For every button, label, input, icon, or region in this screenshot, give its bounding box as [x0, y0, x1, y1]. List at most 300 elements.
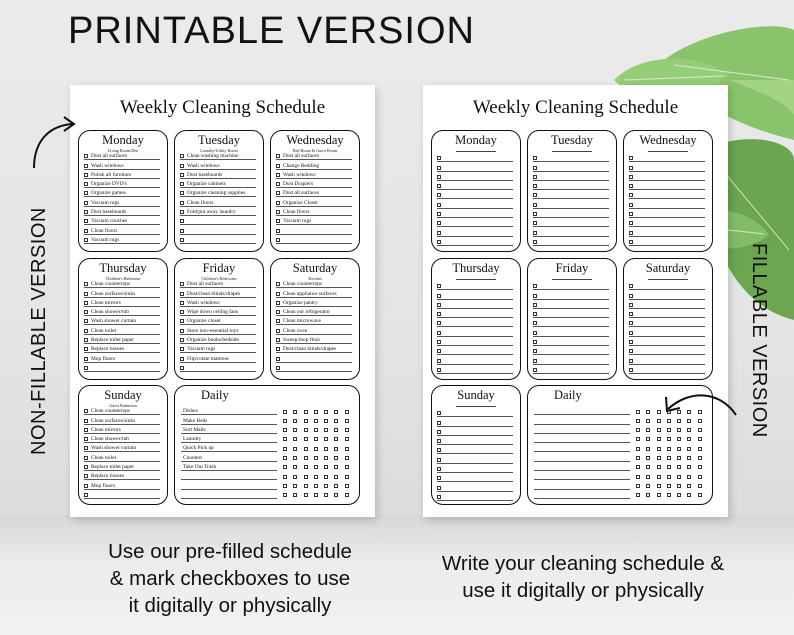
task-row[interactable]	[437, 473, 513, 482]
checkbox[interactable]	[276, 347, 280, 351]
daily-checkbox[interactable]	[677, 484, 681, 488]
checkbox[interactable]	[276, 164, 280, 168]
checkbox[interactable]	[84, 437, 88, 441]
daily-task-row[interactable]	[181, 415, 277, 424]
checkbox[interactable]	[84, 465, 88, 469]
daily-checkbox[interactable]	[304, 410, 308, 414]
task-row[interactable]	[84, 188, 160, 197]
daily-checkbox[interactable]	[667, 456, 671, 460]
daily-checkbox[interactable]	[657, 475, 661, 479]
task-row[interactable]	[84, 225, 160, 234]
task-row[interactable]	[180, 207, 256, 216]
task-row[interactable]	[437, 153, 513, 162]
daily-checkbox[interactable]	[293, 437, 297, 441]
task-row[interactable]	[276, 316, 352, 325]
task-row[interactable]	[276, 197, 352, 206]
task-row[interactable]	[180, 216, 256, 225]
daily-checkbox[interactable]	[314, 419, 318, 423]
checkbox[interactable]	[437, 430, 441, 434]
daily-task-row[interactable]	[181, 425, 277, 434]
daily-checkbox[interactable]	[636, 428, 640, 432]
checkbox[interactable]	[276, 229, 280, 233]
daily-checkbox[interactable]	[324, 428, 328, 432]
daily-checkbox[interactable]	[677, 493, 681, 497]
checkbox[interactable]	[533, 303, 537, 307]
daily-checkbox[interactable]	[324, 447, 328, 451]
checkbox[interactable]	[437, 411, 441, 415]
checkbox[interactable]	[437, 231, 441, 235]
checkbox[interactable]	[84, 319, 88, 323]
checkbox[interactable]	[84, 409, 88, 413]
checkbox[interactable]	[180, 219, 184, 223]
task-row[interactable]	[84, 415, 160, 424]
checkbox[interactable]	[533, 340, 537, 344]
task-row[interactable]	[84, 216, 160, 225]
checkbox[interactable]	[276, 219, 280, 223]
checkbox[interactable]	[629, 166, 633, 170]
checkbox[interactable]	[276, 191, 280, 195]
daily-checkbox[interactable]	[667, 484, 671, 488]
daily-checkbox[interactable]	[667, 493, 671, 497]
task-row[interactable]	[84, 197, 160, 206]
task-row[interactable]	[533, 290, 609, 299]
checkbox[interactable]	[533, 221, 537, 225]
task-row[interactable]	[84, 443, 160, 452]
task-row[interactable]	[180, 325, 256, 334]
checkbox[interactable]	[437, 212, 441, 216]
task-row[interactable]	[629, 153, 705, 162]
task-row[interactable]	[533, 209, 609, 218]
daily-task-row[interactable]	[181, 480, 277, 489]
daily-checkbox[interactable]	[314, 447, 318, 451]
task-row[interactable]	[533, 365, 609, 374]
task-row[interactable]	[84, 406, 160, 415]
checkbox[interactable]	[533, 166, 537, 170]
task-row[interactable]	[533, 318, 609, 327]
daily-checkbox[interactable]	[636, 410, 640, 414]
checkbox[interactable]	[437, 321, 441, 325]
daily-task-row[interactable]	[534, 443, 630, 452]
checkbox[interactable]	[533, 331, 537, 335]
checkbox[interactable]	[84, 366, 88, 370]
task-row[interactable]	[629, 227, 705, 236]
checkbox[interactable]	[276, 182, 280, 186]
task-row[interactable]	[629, 172, 705, 181]
checkbox[interactable]	[276, 282, 280, 286]
task-row[interactable]	[180, 151, 256, 160]
daily-checkbox[interactable]	[345, 447, 349, 451]
task-row[interactable]	[533, 218, 609, 227]
task-row[interactable]	[276, 207, 352, 216]
checkbox[interactable]	[533, 175, 537, 179]
checkbox[interactable]	[180, 338, 184, 342]
task-row[interactable]	[437, 209, 513, 218]
checkbox[interactable]	[276, 173, 280, 177]
daily-checkbox[interactable]	[345, 475, 349, 479]
daily-checkbox[interactable]	[334, 447, 338, 451]
daily-checkbox[interactable]	[667, 465, 671, 469]
daily-checkbox[interactable]	[698, 447, 702, 451]
daily-checkbox[interactable]	[687, 447, 691, 451]
checkbox[interactable]	[533, 368, 537, 372]
task-row[interactable]	[84, 434, 160, 443]
daily-task-row[interactable]	[534, 471, 630, 480]
checkbox[interactable]	[437, 221, 441, 225]
daily-checkbox[interactable]	[293, 465, 297, 469]
checkbox[interactable]	[84, 456, 88, 460]
checkbox[interactable]	[629, 221, 633, 225]
task-row[interactable]	[180, 160, 256, 169]
task-row[interactable]	[437, 281, 513, 290]
checkbox[interactable]	[533, 203, 537, 207]
task-row[interactable]	[84, 462, 160, 471]
daily-checkbox[interactable]	[677, 456, 681, 460]
checkbox[interactable]	[180, 310, 184, 314]
task-row[interactable]	[629, 365, 705, 374]
checkbox[interactable]	[276, 319, 280, 323]
daily-checkbox[interactable]	[657, 493, 661, 497]
daily-checkbox[interactable]	[314, 456, 318, 460]
checkbox[interactable]	[533, 294, 537, 298]
task-row[interactable]	[84, 452, 160, 461]
checkbox[interactable]	[180, 292, 184, 296]
daily-task-row[interactable]	[181, 471, 277, 480]
checkbox[interactable]	[437, 175, 441, 179]
daily-task-row[interactable]	[181, 434, 277, 443]
task-row[interactable]	[180, 344, 256, 353]
daily-checkbox[interactable]	[636, 456, 640, 460]
checkbox[interactable]	[84, 238, 88, 242]
checkbox[interactable]	[629, 312, 633, 316]
checkbox[interactable]	[437, 495, 441, 499]
checkbox[interactable]	[180, 301, 184, 305]
checkbox[interactable]	[629, 321, 633, 325]
checkbox[interactable]	[84, 347, 88, 351]
daily-checkbox[interactable]	[334, 493, 338, 497]
checkbox[interactable]	[276, 210, 280, 214]
task-row[interactable]	[437, 445, 513, 454]
daily-checkbox[interactable]	[283, 447, 287, 451]
task-row[interactable]	[533, 355, 609, 364]
task-row[interactable]	[437, 162, 513, 171]
daily-checkbox[interactable]	[334, 428, 338, 432]
task-row[interactable]	[276, 363, 352, 372]
checkbox[interactable]	[437, 340, 441, 344]
task-row[interactable]	[533, 237, 609, 246]
checkbox[interactable]	[84, 493, 88, 497]
checkbox[interactable]	[629, 331, 633, 335]
task-row[interactable]	[629, 318, 705, 327]
task-row[interactable]	[276, 307, 352, 316]
checkbox[interactable]	[84, 292, 88, 296]
checkbox[interactable]	[84, 484, 88, 488]
task-row[interactable]	[629, 337, 705, 346]
checkbox[interactable]	[180, 282, 184, 286]
task-row[interactable]	[629, 355, 705, 364]
checkbox[interactable]	[533, 231, 537, 235]
daily-task-row[interactable]	[534, 434, 630, 443]
daily-checkbox[interactable]	[345, 419, 349, 423]
task-row[interactable]	[276, 188, 352, 197]
checkbox[interactable]	[629, 240, 633, 244]
checkbox[interactable]	[180, 164, 184, 168]
daily-task-row[interactable]	[534, 462, 630, 471]
checkbox[interactable]	[437, 368, 441, 372]
task-row[interactable]	[84, 335, 160, 344]
task-row[interactable]	[533, 309, 609, 318]
checkbox[interactable]	[629, 368, 633, 372]
task-row[interactable]	[180, 279, 256, 288]
checkbox[interactable]	[84, 173, 88, 177]
daily-checkbox[interactable]	[334, 437, 338, 441]
daily-checkbox[interactable]	[293, 428, 297, 432]
task-row[interactable]	[437, 482, 513, 491]
task-row[interactable]	[276, 344, 352, 353]
daily-checkbox[interactable]	[687, 437, 691, 441]
checkbox[interactable]	[437, 359, 441, 363]
checkbox[interactable]	[629, 349, 633, 353]
task-row[interactable]	[629, 346, 705, 355]
daily-checkbox[interactable]	[657, 456, 661, 460]
daily-checkbox[interactable]	[698, 493, 702, 497]
daily-checkbox[interactable]	[293, 410, 297, 414]
task-row[interactable]	[437, 327, 513, 336]
checkbox[interactable]	[84, 210, 88, 214]
task-row[interactable]	[180, 307, 256, 316]
daily-checkbox[interactable]	[698, 428, 702, 432]
task-row[interactable]	[276, 216, 352, 225]
checkbox[interactable]	[533, 212, 537, 216]
checkbox[interactable]	[437, 486, 441, 490]
daily-checkbox[interactable]	[667, 437, 671, 441]
daily-checkbox[interactable]	[324, 475, 328, 479]
daily-checkbox[interactable]	[636, 493, 640, 497]
daily-checkbox[interactable]	[283, 410, 287, 414]
task-row[interactable]	[437, 355, 513, 364]
checkbox[interactable]	[180, 347, 184, 351]
daily-checkbox[interactable]	[283, 475, 287, 479]
checkbox[interactable]	[629, 203, 633, 207]
daily-checkbox[interactable]	[304, 456, 308, 460]
task-row[interactable]	[437, 346, 513, 355]
task-row[interactable]	[533, 227, 609, 236]
daily-checkbox[interactable]	[345, 456, 349, 460]
daily-checkbox[interactable]	[293, 419, 297, 423]
task-row[interactable]	[629, 327, 705, 336]
task-row[interactable]	[84, 151, 160, 160]
daily-checkbox[interactable]	[324, 493, 328, 497]
daily-checkbox[interactable]	[314, 437, 318, 441]
daily-checkbox[interactable]	[293, 484, 297, 488]
daily-checkbox[interactable]	[646, 465, 650, 469]
task-row[interactable]	[276, 298, 352, 307]
checkbox[interactable]	[84, 357, 88, 361]
checkbox[interactable]	[84, 229, 88, 233]
daily-checkbox[interactable]	[677, 437, 681, 441]
checkbox[interactable]	[84, 338, 88, 342]
task-row[interactable]	[180, 353, 256, 362]
checkbox[interactable]	[437, 467, 441, 471]
checkbox[interactable]	[629, 193, 633, 197]
task-row[interactable]	[84, 179, 160, 188]
daily-checkbox[interactable]	[646, 447, 650, 451]
daily-checkbox[interactable]	[636, 419, 640, 423]
checkbox[interactable]	[629, 184, 633, 188]
daily-checkbox[interactable]	[667, 447, 671, 451]
daily-checkbox[interactable]	[304, 465, 308, 469]
checkbox[interactable]	[629, 284, 633, 288]
daily-task-row[interactable]	[181, 490, 277, 499]
daily-checkbox[interactable]	[646, 456, 650, 460]
daily-checkbox[interactable]	[657, 484, 661, 488]
task-row[interactable]	[437, 337, 513, 346]
task-row[interactable]	[533, 281, 609, 290]
checkbox[interactable]	[84, 201, 88, 205]
checkbox[interactable]	[84, 182, 88, 186]
checkbox[interactable]	[437, 193, 441, 197]
daily-checkbox[interactable]	[304, 493, 308, 497]
task-row[interactable]	[180, 298, 256, 307]
task-row[interactable]	[180, 170, 256, 179]
daily-checkbox[interactable]	[324, 456, 328, 460]
task-row[interactable]	[276, 225, 352, 234]
checkbox[interactable]	[276, 357, 280, 361]
task-row[interactable]	[629, 181, 705, 190]
task-row[interactable]	[437, 300, 513, 309]
checkbox[interactable]	[533, 359, 537, 363]
task-row[interactable]	[84, 480, 160, 489]
checkbox[interactable]	[276, 338, 280, 342]
daily-checkbox[interactable]	[334, 475, 338, 479]
task-row[interactable]	[180, 316, 256, 325]
task-row[interactable]	[629, 190, 705, 199]
daily-checkbox[interactable]	[687, 484, 691, 488]
task-row[interactable]	[84, 353, 160, 362]
checkbox[interactable]	[533, 321, 537, 325]
checkbox[interactable]	[180, 357, 184, 361]
checkbox[interactable]	[437, 349, 441, 353]
checkbox[interactable]	[437, 184, 441, 188]
daily-checkbox[interactable]	[646, 437, 650, 441]
checkbox[interactable]	[276, 329, 280, 333]
daily-checkbox[interactable]	[283, 419, 287, 423]
task-row[interactable]	[437, 181, 513, 190]
task-row[interactable]	[437, 492, 513, 501]
checkbox[interactable]	[180, 319, 184, 323]
task-row[interactable]	[276, 151, 352, 160]
daily-checkbox[interactable]	[698, 475, 702, 479]
daily-checkbox[interactable]	[646, 493, 650, 497]
checkbox[interactable]	[437, 448, 441, 452]
task-row[interactable]	[533, 172, 609, 181]
task-row[interactable]	[276, 170, 352, 179]
task-row[interactable]	[180, 188, 256, 197]
daily-checkbox[interactable]	[293, 475, 297, 479]
daily-task-row[interactable]	[534, 406, 630, 415]
task-row[interactable]	[437, 417, 513, 426]
daily-checkbox[interactable]	[677, 475, 681, 479]
daily-checkbox[interactable]	[334, 456, 338, 460]
checkbox[interactable]	[84, 154, 88, 158]
daily-checkbox[interactable]	[283, 465, 287, 469]
daily-checkbox[interactable]	[314, 493, 318, 497]
task-row[interactable]	[629, 309, 705, 318]
task-row[interactable]	[84, 316, 160, 325]
daily-checkbox[interactable]	[345, 437, 349, 441]
task-row[interactable]	[84, 344, 160, 353]
daily-checkbox[interactable]	[698, 437, 702, 441]
task-row[interactable]	[437, 309, 513, 318]
checkbox[interactable]	[84, 301, 88, 305]
daily-task-row[interactable]	[534, 452, 630, 461]
daily-checkbox[interactable]	[283, 493, 287, 497]
daily-task-row[interactable]	[534, 415, 630, 424]
checkbox[interactable]	[84, 428, 88, 432]
task-row[interactable]	[84, 170, 160, 179]
daily-checkbox[interactable]	[687, 428, 691, 432]
daily-checkbox[interactable]	[304, 437, 308, 441]
task-row[interactable]	[629, 300, 705, 309]
task-row[interactable]	[180, 363, 256, 372]
checkbox[interactable]	[180, 154, 184, 158]
daily-task-row[interactable]	[534, 480, 630, 489]
task-row[interactable]	[180, 288, 256, 297]
checkbox[interactable]	[180, 201, 184, 205]
checkbox[interactable]	[180, 229, 184, 233]
checkbox[interactable]	[276, 201, 280, 205]
task-row[interactable]	[437, 190, 513, 199]
daily-checkbox[interactable]	[687, 493, 691, 497]
checkbox[interactable]	[437, 439, 441, 443]
daily-task-row[interactable]	[181, 443, 277, 452]
task-row[interactable]	[276, 288, 352, 297]
checkbox[interactable]	[437, 331, 441, 335]
checkbox[interactable]	[84, 191, 88, 195]
checkbox[interactable]	[180, 182, 184, 186]
daily-checkbox[interactable]	[314, 484, 318, 488]
daily-checkbox[interactable]	[667, 428, 671, 432]
task-row[interactable]	[437, 454, 513, 463]
checkbox[interactable]	[629, 156, 633, 160]
daily-checkbox[interactable]	[314, 410, 318, 414]
task-row[interactable]	[180, 235, 256, 244]
checkbox[interactable]	[84, 282, 88, 286]
daily-task-row[interactable]	[534, 425, 630, 434]
checkbox[interactable]	[84, 329, 88, 333]
task-row[interactable]	[533, 181, 609, 190]
task-row[interactable]	[84, 471, 160, 480]
task-row[interactable]	[276, 160, 352, 169]
task-row[interactable]	[437, 237, 513, 246]
task-row[interactable]	[84, 307, 160, 316]
daily-checkbox[interactable]	[293, 493, 297, 497]
task-row[interactable]	[84, 325, 160, 334]
task-row[interactable]	[437, 427, 513, 436]
task-row[interactable]	[84, 363, 160, 372]
daily-checkbox[interactable]	[636, 484, 640, 488]
task-row[interactable]	[533, 337, 609, 346]
daily-checkbox[interactable]	[657, 428, 661, 432]
task-row[interactable]	[533, 190, 609, 199]
daily-checkbox[interactable]	[636, 475, 640, 479]
daily-checkbox[interactable]	[334, 484, 338, 488]
daily-checkbox[interactable]	[345, 428, 349, 432]
task-row[interactable]	[437, 172, 513, 181]
checkbox[interactable]	[437, 156, 441, 160]
task-row[interactable]	[437, 464, 513, 473]
checkbox[interactable]	[533, 312, 537, 316]
daily-checkbox[interactable]	[304, 484, 308, 488]
